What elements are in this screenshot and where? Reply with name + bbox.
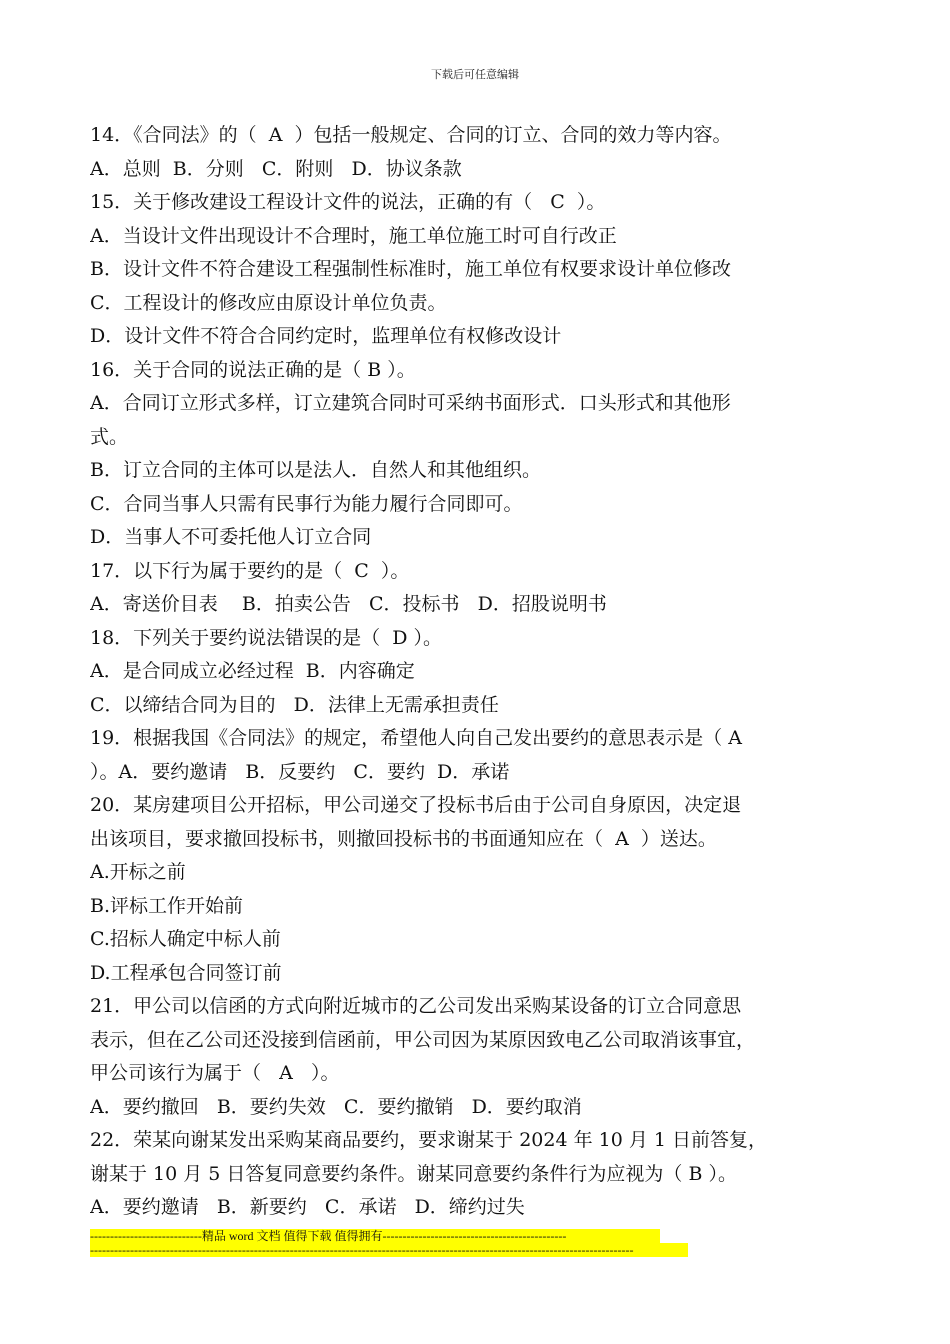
text-line: A．是合同成立必经过程 B．内容确定 (90, 660, 415, 682)
text-line: 谢某于 10 月 5 日答复同意要约条件。谢某同意要约条件行为应视为（ B ）。 (90, 1162, 737, 1185)
text-line: A．要约邀请 B．新要约 C．承诺 D．缔约过失 (90, 1196, 525, 1218)
text-line: A．当设计文件出现设计不合理时，施工单位施工时可自行改正 (90, 224, 617, 247)
page-footer (90, 1229, 688, 1257)
text-line: 19．根据我国《合同法》的规定，希望他人向自己发出要约的意思表示是（ A (90, 727, 742, 749)
text-line: A．寄送价目表 B．拍卖公告 C．投标书 D．招股说明书 (90, 593, 607, 615)
text-line: C．合同当事人只需有民事行为能力履行合同即可。 (90, 492, 523, 515)
text-line: 17．以下行为属于要约的是（ C ）。 (90, 559, 410, 582)
text-line: D．设计文件不符合合同约定时，监理单位有权修改设计 (90, 325, 562, 347)
text-line: 18．下列关于要约说法错误的是（ D ）。 (90, 626, 443, 649)
text-line: 22．荣某向谢某发出采购某商品要约，要求谢某于 2024 年 10 月 1 日前答复， (90, 1129, 768, 1151)
text-line: A．合同订立形式多样，订立建筑合同时可采纳书面形式．口头形式和其他形 (90, 392, 731, 414)
text-line: D.工程承包合同签订前 (90, 961, 282, 984)
text-line: 15．关于修改建设工程设计文件的说法，正确的有（ C ）。 (90, 191, 606, 213)
footer-divider-line: ---------------------------------------------------------------------------------------------------------------------------------------- (90, 1243, 688, 1257)
text-line: C.招标人确定中标人前 (90, 928, 281, 950)
text-line: C．以缔结合同为目的 D．法律上无需承担责任 (90, 693, 499, 716)
text-line: 16．关于合同的说法正确的是（ B ）。 (90, 358, 416, 381)
text-line: 20．某房建项目公开招标，甲公司递交了投标书后由于公司自身原因，决定退 (90, 794, 742, 816)
text-line: B．设计文件不符合建设工程强制性标准时，施工单位有权要求设计单位修改 (90, 258, 731, 280)
text-line: B．订立合同的主体可以是法人．自然人和其他组织。 (90, 459, 541, 481)
text-line: 21．甲公司以信函的方式向附近城市的乙公司发出采购某设备的订立合同意思 (90, 995, 742, 1017)
text-line: B.评标工作开始前 (90, 894, 244, 917)
text-line: 出该项目，要求撤回投标书，则撤回投标书的书面通知应在（ A ）送达。 (90, 827, 717, 850)
text-line: 甲公司该行为属于（ A ）。 (90, 1062, 340, 1084)
text-line: D．当事人不可委托他人订立合同 (90, 526, 372, 548)
footer-banner-line: ----------------------------精品 word 文档 值得下载 值得拥有---------------------------------------------- (90, 1229, 660, 1243)
text-line: C．工程设计的修改应由原设计单位负责。 (90, 291, 447, 314)
text-line: A.开标之前 (90, 861, 186, 883)
text-line: 表示，但在乙公司还没接到信函前，甲公司因为某原因致电乙公司取消该事宜， (90, 1028, 756, 1051)
text-line: ）。A．要约邀请 B．反要约 C．要约 D．承诺 (90, 760, 510, 783)
document-body (90, 119, 880, 1225)
text-line: 式。 (90, 425, 129, 448)
text-line: A．要约撤回 B．要约失效 C．要约撤销 D．要约取消 (90, 1095, 582, 1118)
page-header: 下载后可任意编辑 (431, 68, 519, 81)
text-line: A．总则 B．分则 C．附则 D．协议条款 (90, 157, 462, 180)
text-line: 14．《合同法》的（ A ）包括一般规定、合同的订立、合同的效力等内容。 (90, 124, 732, 146)
